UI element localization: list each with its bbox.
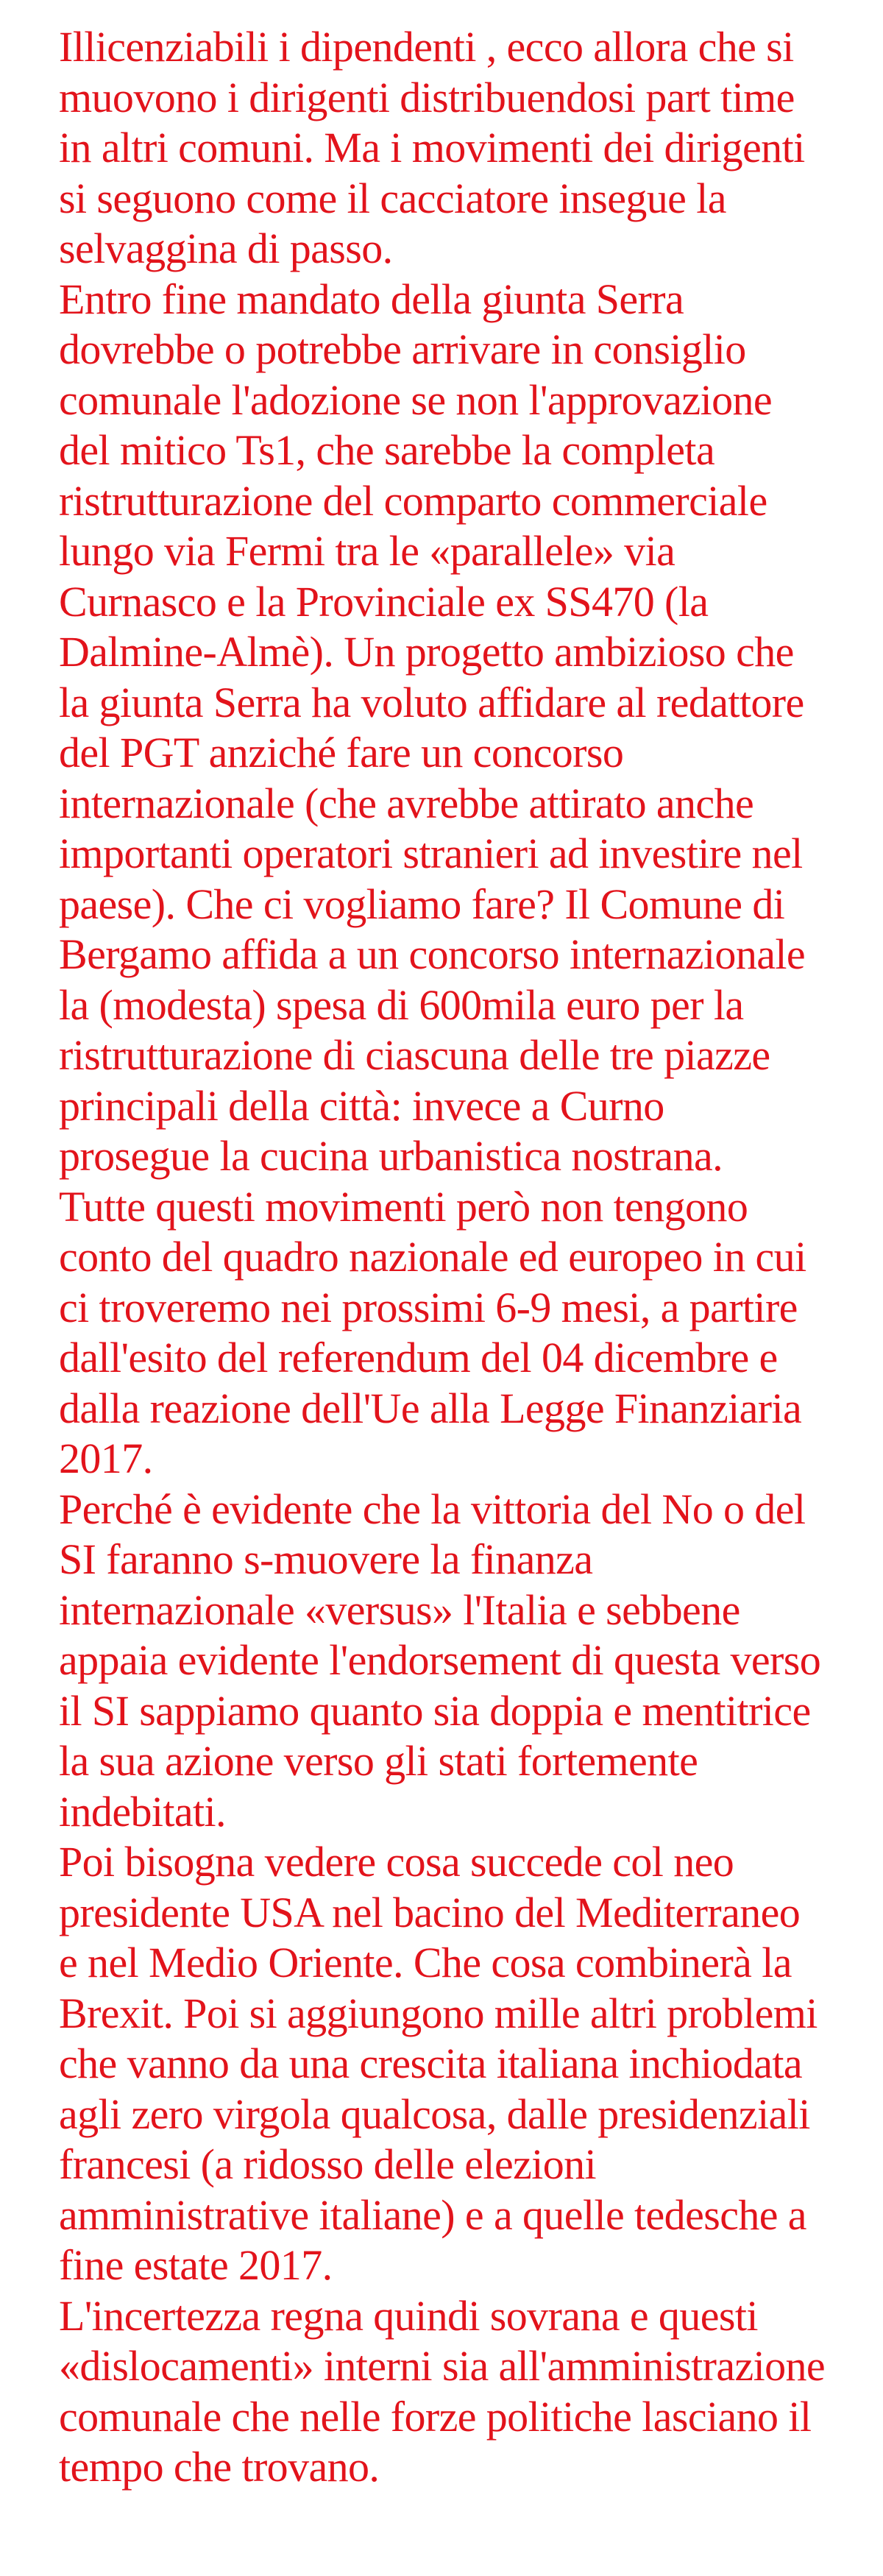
paragraph-national-context: Tutte questi movimenti però non tengono conto del quadro nazionale ed europeo in cui ci troveremo nei prossimi 6-9 mesi, a partire dall'esito del referendum del 04 dicembre e dalla reazione dell'Ue alla Legge Finanziaria 2017. bbox=[59, 1182, 806, 1482]
paragraph-referendum: Perché è evidente che la vittoria del No o del SI faranno s-muovere la finanza internazionale «versus» l'Italia e sebbene appaia evidente l'endorsement di questa verso il SI sappiamo quanto sia doppia e mentitrice la sua azione verso gli stati fortemente indebitati. bbox=[59, 1485, 821, 1836]
article-body bbox=[59, 22, 854, 2493]
paragraph-ts1-project: Entro fine mandato della giunta Serra dovrebbe o potrebbe arrivare in consiglio comunale l'adozione se non l'approvazione del mitico Ts1, che sarebbe la completa ristrutturazione del comparto commerciale lungo via Fermi tra le «parallele» via Curnasco e la Provinciale ex SS470 (la Dalmine-Almè). Un progetto ambizioso che la giunta Serra ha voluto affidare al redattore del PGT anziché fare un concorso internazionale (che avrebbe attirato anche importanti operatori stranieri ad investire nel paese). Che ci vogliamo fare? Il Comune di Bergamo affida a un concorso internazionale la (modesta) spesa di 600mila euro per la ristrutturazione di ciascuna delle tre piazze principali della città: invece a Curno prosegue la cucina urbanistica nostrana. bbox=[59, 275, 806, 1180]
paragraph-conclusion: L'incertezza regna quindi sovrana e questi «dislocamenti» interni sia all'amministrazione comunale che nelle forze politiche lasciano il tempo che trovano. bbox=[59, 2291, 826, 2491]
paragraph-dipendenti-dirigenti: Illicenziabili i dipendenti , ecco allora che si muovono i dirigenti distribuendosi part time in altri comuni. Ma i movimenti dei dirigenti si seguono come il cacciatore insegue la selvaggina di passo. bbox=[59, 23, 805, 272]
paragraph-international: Poi bisogna vedere cosa succede col neo presidente USA nel bacino del Mediterraneo e nel Medio Oriente. Che cosa combinerà la Brexit. Poi si aggiungono mille altri problemi che vanno da una crescita italiana inchiodata agli zero virgola qualcosa, dalle presidenziali francesi (a ridosso delle elezioni amministrative italiane) e a quelle tedesche a fine estate 2017. bbox=[59, 1838, 818, 2289]
